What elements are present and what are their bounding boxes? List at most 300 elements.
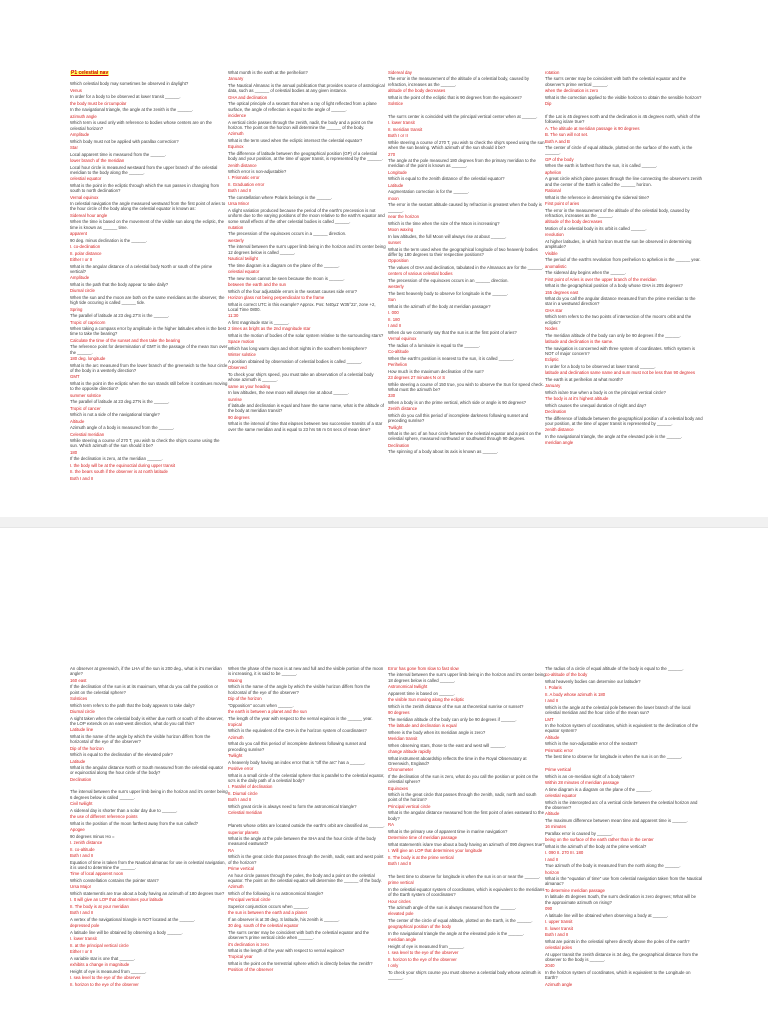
question-line: The radius of a circle of equal altitude of the body is equal to the ______. (545, 666, 684, 671)
document-top-bar (0, 0, 768, 20)
question-line: Which term refers to the path that the body appears to take daily? (70, 702, 195, 708)
question-line: Which is the equivalent of the GHA in the horizon system of coordinates? (228, 728, 367, 734)
answer-line: Ursa Minor (228, 201, 250, 207)
answer-line: Venus (70, 87, 82, 93)
question-line: Which has long warm days and short nights in the southern hemisphere? (228, 345, 367, 351)
answer-line: meridian angle (388, 937, 417, 943)
answer-line: altitude of the body decreases (388, 88, 446, 94)
answer-line: LMT (545, 716, 554, 722)
question-line: Which is equal to the zenith distance of the celestial equator? (388, 176, 505, 182)
answer-line: II. A body whose azimuth is 180 (545, 691, 606, 697)
question-line: 90 deg. minus declination is the ______. (70, 237, 147, 243)
answer-line: Azimuth angle (545, 981, 573, 987)
question-line: If the declination is zero, at the meridian ______. (70, 456, 163, 462)
answer-line: Both A and B (545, 138, 570, 144)
answer-line: II. co-altitude (70, 846, 95, 852)
answer-line: Moon waxing (388, 227, 414, 233)
question-line: The difference of latitude between the geographical position of a celestial body and your position, at the time of upper transit is represented by ______. (545, 415, 703, 426)
question-line: When the sun and the moon are both on the same meridians as the observer, the high tide occuring is called ______ tide. (70, 294, 225, 306)
answer-line: Both I or II (388, 133, 408, 139)
question-line: What is the azimuth of the body at meridian passage? (388, 303, 491, 309)
question-line: While steering a course of 270 T, you wish to check the ship's course using the sun. Which azimuth of the sun should it be? (70, 438, 220, 449)
question-line: The center of circle of equal altitude, plotted on the surface of the earth, is the ______. (545, 145, 693, 156)
answer-line: The latitude and declination is equal (388, 723, 457, 729)
answer-line: Opposition (388, 258, 409, 264)
answer-line: Horizon glass not being perpendicular to the frame (228, 295, 325, 301)
question-line: "Opposition" occurs when ______. (228, 702, 294, 708)
question-line: Local apparent time is measured from the ______. (70, 151, 167, 157)
answer-line: Tropical year (228, 954, 253, 960)
answer-line: I. zenith distance (70, 840, 103, 846)
question-line: At upper transit the zenith distance is 34 deg, the geographical distance from the observer to the body is ______. (545, 951, 699, 962)
answer-line: Calculate the time of the sunset and then take the bearing (70, 337, 181, 343)
question-line: When a body is on the prime vertical, which side or angle is 90 degrees? (388, 399, 527, 405)
answer-line: westerly (228, 237, 244, 243)
answer-line: between the earth and the sun (228, 282, 287, 288)
question-line: The azimuth angle of the sun is always measured from the ______. (388, 904, 517, 910)
answer-line: summer solstice (70, 392, 102, 398)
question-line: The sidereal day begins when the ______. (545, 270, 626, 276)
answer-line: January (228, 76, 244, 82)
question-line: Which great circle is always need to form the astronomical triangle? (228, 803, 357, 809)
question-line: The error in the sextant altitude caused by refraction is greatest when the body is ______. (388, 202, 542, 213)
answer-line: I. Will give an LOP that determines your longitude (388, 848, 483, 854)
question-line: If the declination of the sun is zero, what do you call the position or point on the celestial sphere? (388, 773, 539, 785)
answer-line: I. Polaris (545, 685, 562, 691)
answer-line: 11:30 (228, 313, 239, 319)
page-1-column-3 (388, 70, 546, 510)
question-line: The meridian altitude of the body can only be 90 degrees if the ______. (545, 332, 681, 338)
question-line: Which is the great circle that passes through the zenith, nadir, north and south point of the horizon? (388, 792, 537, 803)
question-line: True azimuth of the body is measured from the north along the ______. (545, 863, 681, 869)
question-line: An observer at greenwich, if the LHA of the sun is 200 deg., what is it's meridian angle? (70, 666, 222, 677)
answer-line: Either I or II (70, 949, 93, 955)
question-line: A time diagram is a diagram on the plane of the ______. (545, 786, 652, 792)
answer-line: celestial equator (70, 176, 102, 182)
answer-line: 180 deg. longitude (70, 356, 106, 362)
question-line: The optical principle of a sextant that when a ray of light reflected from a plane surface, the angle of reflection is equal to the angle of ______. (228, 101, 377, 112)
question-line: The earth is at perihelion at what month? (545, 376, 623, 382)
answer-line: I. Parallel of declination (228, 784, 273, 790)
answer-line: Apogee (70, 827, 85, 833)
answer-line: II. The body is at your meridian (70, 903, 129, 909)
question-line: What is the correction applied to the visible horizon to obtain the sensible horizon? (545, 94, 702, 100)
question-line: When the time is based on the movement of the visible sun along the ecliptic, the time is known as ______ time. (70, 219, 225, 230)
answer-line: latitude and declination same name and sum must not be less than 90 degrees (545, 370, 696, 376)
question-line: The meridian altitude of the body can only be 90 degrees if ______. (388, 716, 517, 722)
question-line: Which of the four adjustable errors in the sextant causes side error? (228, 288, 357, 294)
question-line: The interval between the sun's upper limb being in the horizon and it's center being 12 degrees below is called ______. (228, 244, 386, 255)
question-line (70, 783, 228, 788)
answer-line: GHA star (545, 307, 563, 313)
question-line: An hour circle passes through the poles, the body and a point on the celestial equator. The point on the celestial equator will determine the ______ of the body. (228, 872, 382, 883)
question-line: Superior conjunction occurs when ______. (228, 903, 310, 909)
answer-line: 180 (70, 449, 78, 455)
question-line: The constellation where Polaris belongs is the ______. (228, 194, 333, 200)
question-line: In low altitudes, the new moon will always rise at about ______. (228, 390, 349, 396)
answer-line: geographical position of the body (388, 924, 452, 930)
question-line: Which is the time when the size of the Moon is increasing? (388, 220, 500, 226)
question-line: The maximum difference between mean time and apparent time is ______. (545, 817, 688, 823)
answer-line: Spring (70, 306, 83, 312)
answer-line: Azimuth (228, 131, 244, 137)
question-line: The sun's center may be coincident with both the celestial equator and the observer's prime vertical ______. (545, 76, 687, 87)
answer-line: 270 (388, 151, 396, 157)
answer-line: Vernal equinox (388, 336, 417, 342)
question-line: To check your ship's speed, you must take an observation of a celestial body whose azimuth is ______. (228, 371, 374, 383)
answer-line: II. polar distance (70, 250, 102, 256)
question-line: A first magnitude star is ______. (228, 319, 290, 325)
question-line: The period of the earth's revolution from perihelion to aphelion is the ______ year. (545, 257, 701, 263)
answer-line: celestial poles (545, 945, 572, 951)
answer-line: Celestial meridian (70, 431, 105, 437)
answer-line: Latitude (388, 182, 404, 188)
answer-line: II. The body is at the prime vertical (388, 854, 454, 860)
question-line: The interval between the sun's upper limb being in the horizon and it's center being 6 degrees below is called ______. (70, 789, 228, 800)
answer-line: II. at the principal vertical circle (70, 942, 129, 948)
answer-line: exhibits a change in magnitude (70, 962, 130, 968)
answer-line: Position of the observer (228, 967, 274, 973)
question-line: The spinning of a body about its axis is known as ______. (388, 449, 499, 455)
answer-line: Altitude (545, 811, 560, 817)
answer-line: Amplitude (70, 132, 90, 138)
answer-line: I. sea level to the eye of the observer (388, 950, 459, 956)
question-line: What is the name of the angle by which the visible horizon differs from the horizontal of the eye of the observer? (70, 733, 211, 745)
qa-list (388, 666, 546, 980)
answer-line: Altitude (545, 734, 560, 740)
question-line: Which statement/s are true about a body having an azimuth of 180 degrees true? (70, 890, 225, 896)
answer-line: Prime vertical (228, 866, 255, 872)
question-line: The sun's center may be coincident with both the celestial equator and the observer's prime vertical circle when ______. (228, 929, 370, 941)
answer-line: Winter solstice (228, 352, 256, 358)
question-line: What is the geographical position of a body whose GHA is 205 degrees? (545, 283, 683, 289)
answer-line: Nodes (545, 326, 558, 332)
answer-line: I. 000 (388, 310, 399, 316)
answer-line: the visible Sun moving along the ecliptic (388, 697, 465, 703)
question-line: While steering a course of 270 T, you wish to check the ship's speed using the sun when the sun bearing. Which azimuth of the sun should it be? (388, 139, 545, 151)
question-line: When the earth's position is nearest to the sun, it is called ______. (388, 355, 515, 361)
answer-line: RA (228, 847, 234, 853)
answer-line: Time of local apparent noon (70, 871, 124, 877)
answer-line: Co-altitude (388, 349, 409, 355)
question-line: How much is the maximum declination of the sun? (388, 368, 484, 374)
answer-line: incidence (228, 113, 247, 119)
answer-line: Diurnal circle (70, 709, 95, 715)
question-line: The precession of the equinoxes occurs in a ______ direction. (228, 231, 347, 237)
question-line: In the navigational triangle, the angle at the zenith is the ______. (70, 107, 194, 113)
answer-line: aphelion (545, 169, 562, 175)
answer-line: Vernal equinox (70, 194, 99, 200)
question-line: What month is the earth at the perihelion? (228, 70, 308, 75)
answer-line: 155 degrees east (545, 289, 579, 295)
answer-line: I. upper transit (545, 919, 573, 925)
question-line: Which is the zenith distance of the sun at theoretical sunrise or sunset? (388, 703, 524, 709)
answer-line: 160 east (70, 677, 87, 683)
answer-line: Either I or II (70, 257, 93, 263)
answer-line: Equinox (228, 144, 244, 150)
question-line: Apparent time is based on ______. (388, 690, 455, 696)
document-page-1 (0, 20, 768, 517)
page-1-column-1 (70, 70, 228, 510)
qa-list (228, 70, 386, 432)
answer-line: Both I and II (388, 861, 412, 867)
answer-line: Error has gone from slow to fast slow (388, 666, 459, 671)
qa-list (228, 666, 386, 973)
answer-line: Space motion (228, 339, 255, 345)
question-line: What is correct UTC in this example? Approx. Pos: N40µ1' W35°22', zone +2, Local Time 0800. (228, 301, 376, 312)
question-line: The precession of the equinoxes occurs in an ______ direction. (388, 277, 509, 283)
question-line: What statement/s is/are true about a body having an azimuth of 090 degrees true? (388, 841, 545, 847)
answer-line: Twilight (388, 424, 403, 430)
question-line: To check your ship's course you must observe a celestial body whose azimuth is ______. (388, 969, 541, 981)
answer-line: Both I and II (545, 932, 569, 938)
answer-line: the earth is between a planet and the sun (228, 709, 307, 715)
answer-line: Observed (228, 365, 247, 371)
answer-line: I. Prismatic error (228, 175, 260, 181)
answer-line: Nautical twilight (228, 256, 258, 262)
question-line: What is the angular distance North or South measured from the celestial equator or equinoctial along the hour circle of the body? (70, 765, 224, 776)
question-line: What is the interval of time that elapses between two successive transits of a star over the same meridian and is equal to 23 hrs 56 m 04 secs of mean time? (228, 421, 383, 432)
question-line: Height of eye is measured from ______. (388, 943, 465, 949)
question-line: When the earth is farthest from the sun, it is called ______. (545, 163, 658, 169)
answer-line: Dip of the horizon (228, 696, 262, 702)
question-line: If latitude and declination is equal and have the same name, what is the altitude of the body at meridian transit? (228, 402, 384, 414)
question-line: A vertex of the navigational triangle is NOT located at the ______. (70, 916, 196, 922)
answer-line: II. horizon to the eye of the observer (70, 981, 139, 987)
question-line: If an observer is at 30 deg. S latitude, his zenith is ______. (228, 916, 340, 922)
answer-line: I only (388, 963, 399, 969)
question-line: The difference of latitude between the geographical position (GP) of a celestial body and your position, at the time of upper transit, is represented by the ______. (228, 150, 383, 162)
question-line: The error in the measurement of the altitude of the celestial body, caused by refraction, increases as the ______. (545, 207, 690, 218)
question-line: If the Lat is 45 degrees north and the declination is 45 degrees north, which of the following is/are true? (545, 113, 701, 125)
answer-line: GHA and declination (228, 94, 268, 100)
question-line: What do you call this period of incomplete darkness following sunset and preceding sunrise? (228, 741, 367, 752)
qa-list (545, 666, 703, 987)
question-line: A latitude line will be obtained by observing a body ______. (70, 929, 183, 935)
question-line: What is the point in the ecliptic when the sun stands still before it continues moving to the opposite direction? (70, 380, 228, 392)
question-line: What is the angular distance measured from the first point of aries eastward to the body? (388, 810, 544, 821)
answer-line: prime vertical (388, 880, 414, 886)
answer-line: lower branch of the meridian (70, 158, 125, 164)
answer-line: Rational (545, 188, 561, 194)
question-line: In the navigational triangle, the angle at the elevated pole is the ______. (545, 433, 683, 439)
page-2-column-3 (388, 666, 546, 1025)
answer-line: Latitude line (70, 727, 94, 733)
answer-line: Equinoxes (388, 785, 409, 791)
question-line: Which term is used only with reference to bodies whose centers are on the celestial horizon? (70, 120, 212, 131)
answer-line: Sidereal day (388, 70, 412, 75)
answer-line: 23 degrees 27 minutes N or S (388, 375, 446, 381)
answer-line: the sun is between the earth and a planet (228, 910, 307, 916)
question-line: The parallel of latitude at 23 deg.27'S is the ______. (70, 313, 170, 319)
answer-line: the body must be circumpolar (70, 100, 127, 106)
question-line: What is the reference in determining the sidereal time? (545, 194, 650, 200)
question-line: The new moon cannot be seen because the moon is ______. (228, 275, 345, 281)
answer-line: Meridian transit (388, 736, 418, 742)
answer-line: 90 degrees (388, 710, 410, 716)
answer-line: Sidereal hour angle (70, 212, 108, 218)
answer-line: RA (388, 822, 394, 828)
question-line: What is the term used when the geographical longitude of two heavenly bodies differ by 180 degrees to their respective positions? (388, 246, 538, 257)
answer-line: Diurnal circle (70, 288, 95, 294)
answer-line: celestial equator (545, 793, 577, 799)
question-line: What is the arc of an hour circle between the celestial equator and a point on the celestial sphere, measured northward or southward through 90 degrees. (388, 431, 542, 442)
answer-line: sunrise (228, 396, 242, 402)
question-line: Which is equal to the declination of the elevated pole? (70, 752, 173, 758)
answer-line: zenith distance (545, 427, 574, 433)
answer-line: 30 deg. south of the celestial equator (228, 923, 299, 929)
answer-line: Prime vertical (545, 767, 572, 773)
answer-line: westerly (388, 284, 404, 290)
answer-line: Civil twilight (70, 801, 93, 807)
question-line: What is the "equation of time" use from celestial navigation taken from the Nautical almanac? (545, 876, 703, 887)
question-line: Which is the name of the angle by which the visible horizon differs from the horizontal of the eye of the observer? (228, 684, 371, 695)
answer-line: Declination (70, 776, 92, 782)
question-line: Planets whose orbits are located outside the earth's orbit are classified as ______. (228, 823, 385, 829)
question-line: If the declination of the sun is at its maximum, What do you call the position or point on the celestial sphere? (70, 684, 219, 695)
question-line: What is the length of the year with respect to vernal equinox? (228, 948, 345, 953)
answer-line: B. The sun will not set. (545, 132, 589, 138)
answer-line: Altitude (70, 418, 85, 424)
answer-line: revolution (545, 232, 564, 238)
question-line (228, 817, 386, 822)
answer-line: 2 times as bright as the 2nd magnitude star (228, 326, 311, 332)
question-line: Which is the non-adjustable error of the sextant? (545, 741, 638, 747)
question-line: A latitude line will be obtained when observing a body at ______. (545, 912, 669, 918)
question-line: At higher latitudes, in which horizon must the sun be observed in determining amplitude? (545, 238, 692, 250)
question-line: Which do you call this period of incomplete darkness following sunset and preceding sunrise? (388, 412, 529, 424)
answer-line: Astronomical twilight (388, 684, 428, 690)
question-line: Which is an on-meridian sight of a body taken? (545, 773, 635, 779)
answer-line: rotation (545, 70, 560, 75)
question-line: 90 degrees minus Ho = (70, 833, 115, 839)
answer-line: change altitude rapidly (388, 749, 431, 755)
answer-line: I. sea level to the eye of the observer (70, 975, 141, 981)
question-line: What is the angular distance of a celestial body North or south of the prime vertical? (70, 263, 213, 274)
answer-line: Amplitude (70, 275, 90, 281)
answer-line: Both I and II (70, 475, 94, 481)
page-1-column-4 (545, 70, 703, 510)
answer-line: 16 minutes (545, 824, 567, 830)
answer-line: Zenith distance (388, 406, 418, 412)
question-line: What heavenly bodies can determine our latitude? (545, 678, 641, 684)
question-line: When taking a compass error by amplitude in the higher latitudes when is the best time to take the bearing? (70, 326, 226, 337)
question-line: The best heavenly body to observe for longitude is the ______. (388, 290, 508, 296)
answer-line: II. Diurnal circle (228, 790, 258, 796)
question-line: Height of eye is measured from ______. (70, 968, 147, 974)
question-line: In order for a body to be observed at lower transit ______. (545, 363, 656, 369)
question-line: What is the azimuth of the body at the prime vertical? (545, 843, 647, 849)
answer-line: II. 180 (388, 316, 400, 322)
answer-line: Solstice (388, 101, 404, 107)
question-line (388, 868, 546, 873)
answer-line: GMT (70, 374, 80, 380)
question-line: A variable star is one that ______. (70, 955, 135, 961)
answer-line: Twilight (228, 753, 243, 759)
question-line: In the horizon system of coordinates, which is equivalent to the declination of the equator system? (545, 723, 699, 734)
question-line: In the navigational triangle the angle at the elevated pole is the ______. (388, 930, 524, 936)
question-line: The values of GHA and declination, tabulated in the Almanacs are for the ______. (388, 264, 544, 270)
document-page-2 (0, 527, 768, 1025)
answer-line: meridian angle (545, 440, 574, 446)
answer-line: superior planets (228, 829, 259, 835)
answer-line: Latitude (70, 758, 86, 764)
answer-line: Prismatic error (545, 747, 573, 753)
answer-line: latitude and declination is the same. (545, 339, 614, 345)
answer-line: Star (70, 145, 78, 151)
answer-line: Sun (388, 297, 396, 303)
answer-line: II. the bears south if the observer is at north latitude (70, 469, 168, 475)
question-line: Parallax error is caused by ______. (545, 830, 613, 836)
answer-line: Determine time of meridian passage (388, 835, 458, 841)
question-line: A slight variation produced because the period of the earth's precession is not uniform due to the varying positions of the moon relative to the earth's equator and some small effects of the other celestial bodies is called ______. (228, 207, 385, 224)
question-line: When observing stars, those to the east and west will ______. (388, 742, 506, 748)
answer-line: Principal vertical circle (388, 803, 431, 809)
question-line: Which is the angle at the celestial pole between the lower branch of the local celestial meridian and the hour circle of the mean sun? (545, 704, 691, 716)
qa-list (388, 70, 546, 455)
qa-list (545, 70, 703, 446)
answer-line: zenith distance (228, 162, 257, 168)
question-line: In low altitudes, the full Moon will always rise at about ______. (388, 233, 507, 239)
question-line: What is the term used when the ecliptic intersect the celestial equator? (228, 137, 363, 143)
answer-line: Tropic of capricorn (70, 319, 106, 325)
answer-line: Declination (388, 442, 410, 448)
question-line: What is the position of the moon farthest away from the sun called? (70, 820, 199, 826)
answer-line: I. co-declination (70, 244, 101, 250)
question-line: The parallel of latitude at 23 deg.27'N is the ______. (70, 399, 170, 405)
answer-line: elevated pole (388, 911, 414, 917)
question-line: A great circle which plane passes through the line connecting the observer's zenith and the center of the Earth is called the ______ horizon. (545, 176, 703, 187)
answer-line: Both I and II (228, 797, 252, 803)
answer-line: I. lower transit (388, 120, 415, 126)
question-line: A sidereal day is shorter than a solar day due to ______. (70, 807, 178, 813)
question-line: The reference point for determination of GMT is the passage of the mean Sun over the ______. (70, 344, 228, 355)
answer-line: Both I and II (70, 853, 94, 859)
answer-line: A. The altitude at meridian passage is 90 degrees (545, 125, 640, 131)
answer-line: sunset (388, 240, 401, 246)
question-line: Motion of a celestial body in its orbit is called ______. (545, 225, 647, 231)
question-line: What is the motion of bodies of the solar system relative to the surrounding stars? (228, 332, 384, 338)
answer-line: Chronometer (388, 767, 414, 773)
question-line: In celestial navigation the angle measured westward from the first point of aries to the hour circle of the body along the celestial equator is known as: (70, 201, 226, 212)
question-line: Which of the following is no astronomical triangle? (228, 890, 324, 896)
question-line: What are points in the celestial sphere directly above the poles of the earth? (545, 938, 690, 944)
question-line: Which is the great circle that passes through the zenith, nadir, east and west point of the horizon? (228, 854, 384, 865)
answer-line: it's declination is zero (228, 941, 269, 947)
answer-line: 2040 (545, 963, 555, 969)
question-line: The interval between the sun's upper limb being in the horizon and it's center being 18 degrees below is called ______. (388, 672, 546, 683)
page-2-column-2 (228, 666, 386, 1025)
question-line: The best time to observe for longitude is when the sun is on or near the ______. (388, 873, 541, 879)
answer-line: II. meridian transit (388, 126, 423, 132)
question-line: The center of the circle of equal altitude, plotted on the Earth, is the ______. (388, 917, 533, 923)
answer-line: when the declination is zero (545, 88, 599, 94)
question-line: What is the point on the terrestrial sphere which is directly below the zenith? (228, 960, 373, 966)
answer-line: tropical (228, 721, 242, 727)
question-line: What is the angle at the pole between the SHA and the hour circle of the body measured eastward? (228, 836, 376, 847)
answer-line: Both I and II (70, 910, 94, 916)
question-line: A sight taken when the celestial body is either due north or south of the observer, the LOP extends on an east-west direction, what do you call this? (70, 715, 224, 726)
question-line: What is the arc measured from the lower branch of the greenwich to the hour circle of the body in a westerly direction? (70, 362, 228, 373)
question-line (545, 761, 703, 766)
question-line: A position obtained by observation of celestial bodies is called ______. (228, 358, 363, 364)
page-separator (0, 517, 768, 527)
answer-line: Dip (545, 101, 552, 107)
answer-line: Azimuth (228, 884, 244, 890)
answer-line: anomalistic (545, 263, 567, 269)
answer-line: The body is at it's highest altitude (545, 396, 609, 402)
question-line: When do we commonly say that the sun is at the first point of aries? (388, 329, 517, 335)
